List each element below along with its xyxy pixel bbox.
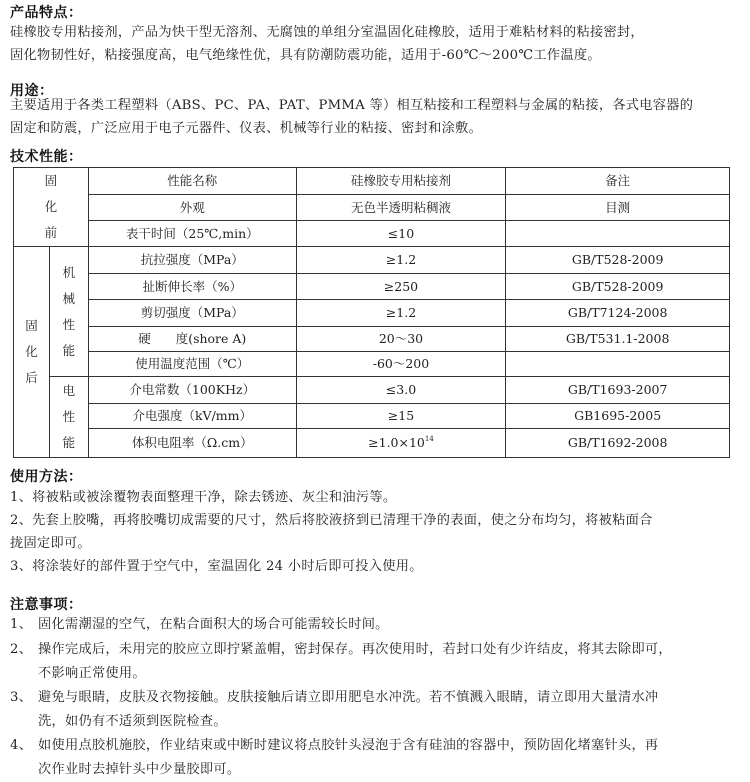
notes-title: 注意事项： — [10, 597, 83, 613]
header-note: 备注 — [506, 168, 730, 195]
cell-value: ≥1.2 — [296, 247, 506, 274]
note-line: 避免与眼睛，皮肤及衣物接触。皮肤接触后请立即用肥皂水冲洗。若不慎溅入眼睛，请立即用大量清水冲 — [38, 690, 659, 705]
cell-value: ≤3.0 — [296, 377, 506, 404]
note-item — [10, 638, 745, 686]
features-text — [10, 21, 742, 67]
note-line: 操作完成后，未用完的胶应立即拧紧盖帽，密封保存。再次使用时，若封口处有少许结皮，将其去除即可， — [38, 642, 672, 657]
method-list — [10, 486, 745, 578]
method-step: 3、将涂装好的部件置于空气中，室温固化 24 小时后即可投入使用。 — [10, 559, 423, 574]
cell-value: 无色半透明粘稠液 — [296, 195, 506, 221]
cell-note: GB/T531.1-2008 — [506, 327, 730, 352]
cell-value — [296, 429, 506, 458]
cell-value: ≤10 — [296, 221, 506, 247]
cell-name: 硬 度(shore A) — [88, 327, 296, 352]
cell-value: 20～30 — [296, 327, 506, 352]
method-step: 1、将被粘或被涂覆物表面整理干净，除去锈迹、灰尘和油污等。 — [10, 490, 397, 505]
group-char: 固 — [25, 318, 38, 333]
cell-name: 使用温度范围（℃） — [88, 352, 296, 377]
note-line: 次作业时去掉针头中少量胶即可。 — [38, 762, 241, 777]
cell-value: -60～200 — [296, 352, 506, 377]
method-step: 拢固定即可。 — [10, 536, 91, 551]
cell-name: 扯断伸长率（%） — [88, 274, 296, 300]
group-char: 化 — [25, 344, 38, 359]
usage-line: 主要适用于各类工程塑料（ABS、PC、PA、PAT、PMMA 等）相互粘接和工程塑料与金属的粘接，各式电容器的 — [10, 98, 694, 113]
group-char: 前 — [44, 225, 58, 240]
group-char: 能 — [62, 342, 76, 358]
group-char: 固 — [44, 173, 58, 188]
note-line: 固化需潮湿的空气，在粘合面积大的场合可能需较长时间。 — [38, 617, 389, 632]
group-char: 械 — [62, 290, 76, 306]
cell-note: GB1695-2005 — [506, 404, 730, 429]
cell-note: 目测 — [506, 195, 730, 221]
group-char: 性 — [62, 316, 76, 332]
table-row — [14, 247, 730, 274]
features-line: 硅橡胶专用粘接剂，产品为快干型无溶剂、无腐蚀的单组分室温固化硅橡胶，适用于难粘材料的粘接密封， — [10, 25, 644, 40]
note-number: 4、 — [10, 738, 33, 753]
cell-value: ≥250 — [296, 274, 506, 300]
value-base: ≥1.0×10 — [368, 435, 425, 450]
cell-value: ≥15 — [296, 404, 506, 429]
table-row — [14, 429, 730, 458]
cell-note: GB/T1692-2008 — [506, 429, 730, 458]
note-number: 1、 — [10, 617, 33, 632]
group-char: 能 — [62, 435, 76, 450]
method-title: 使用方法： — [10, 469, 83, 485]
table-row — [14, 168, 730, 195]
cell-name: 表干时间（25℃,min） — [88, 221, 296, 247]
note-item — [10, 686, 745, 734]
note-number: 2、 — [10, 642, 33, 657]
cell-note: GB/T528-2009 — [506, 247, 730, 274]
tech-title: 技术性能： — [10, 149, 83, 165]
group-char: 性 — [62, 409, 76, 424]
features-title: 产品特点： — [10, 5, 83, 21]
spec-table — [13, 167, 730, 458]
cell-name: 外观 — [88, 195, 296, 221]
cell-value: ≥1.2 — [296, 300, 506, 327]
group-char: 机 — [62, 264, 76, 280]
note-item — [10, 734, 745, 782]
after-cure-group — [14, 247, 50, 458]
group-char: 后 — [25, 370, 38, 385]
table-row — [14, 327, 730, 352]
cell-name: 剪切强度（MPa） — [88, 300, 296, 327]
mechanical-group — [49, 247, 88, 377]
note-item — [10, 613, 745, 637]
features-line: 固化物韧性好，粘接强度高，电气绝缘性优，具有防潮防震功能，适用于-60℃～200℃工作温度。 — [10, 48, 601, 63]
table-row — [14, 377, 730, 404]
table-row — [14, 300, 730, 327]
cell-note: GB/T528-2009 — [506, 274, 730, 300]
table-row — [14, 274, 730, 300]
usage-line: 固定和防震，广泛应用于电子元器件、仪表、机械等行业的粘接、密封和涂敷。 — [10, 121, 483, 136]
cell-note — [506, 352, 730, 377]
table-row — [14, 221, 730, 247]
cell-name: 介电强度（kV/mm） — [88, 404, 296, 429]
note-number: 3、 — [10, 690, 33, 705]
usage-title: 用途： — [10, 83, 54, 99]
table-row — [14, 195, 730, 221]
note-line: 不影响正常使用。 — [38, 666, 146, 681]
cell-note: GB/T7124-2008 — [506, 300, 730, 327]
value-exponent: 14 — [424, 435, 434, 443]
header-value: 硅橡胶专用粘接剂 — [296, 168, 506, 195]
cell-name: 介电常数（100KHz） — [88, 377, 296, 404]
method-step: 2、先套上胶嘴，再将胶嘴切成需要的尺寸，然后将胶液挤到已清理干净的表面，使之分布均匀，将被粘面合 — [10, 513, 653, 528]
usage-text — [10, 94, 742, 140]
cell-name: 体积电阻率（Ω.cm） — [88, 429, 296, 458]
note-line: 如使用点胶机施胶，作业结束或中断时建议将点胶针头浸泡于含有硅油的容器中，预防固化堵塞针头，再 — [38, 738, 659, 753]
cell-name: 抗拉强度（MPa） — [88, 247, 296, 274]
header-name: 性能名称 — [88, 168, 296, 195]
group-char: 电 — [62, 383, 76, 398]
before-cure-group — [14, 168, 89, 247]
note-line: 洗，如仍有不适须到医院检查。 — [38, 714, 227, 729]
group-char: 化 — [44, 199, 58, 214]
table-row — [14, 404, 730, 429]
table-row — [14, 352, 730, 377]
cell-note: GB/T1693-2007 — [506, 377, 730, 404]
electrical-group — [49, 377, 88, 458]
cell-note — [506, 221, 730, 247]
